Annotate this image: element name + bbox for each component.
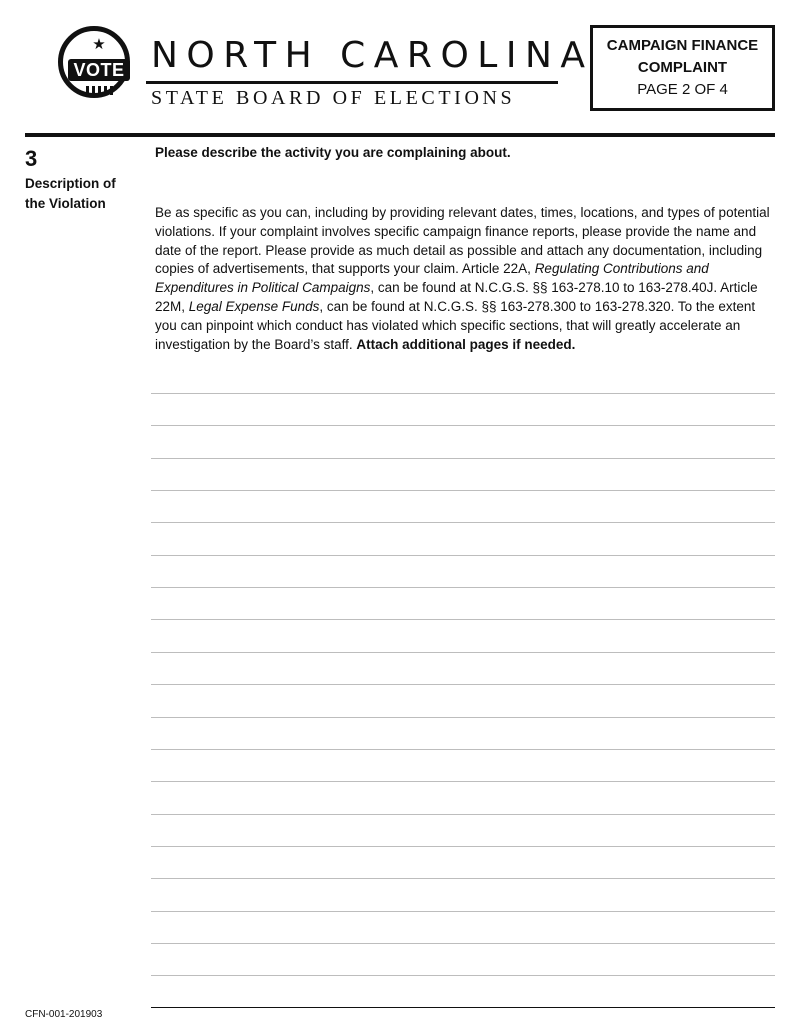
answer-line[interactable] [151,814,775,815]
answer-line[interactable] [151,749,775,750]
form-code: CFN-001-201903 [25,1009,103,1020]
answer-line[interactable] [151,555,775,556]
answer-line[interactable] [151,522,775,523]
section-label: Description of the Violation [25,176,116,211]
instructions-text-3: , can be found at N.C.G.S. §§ 163-278.300 to 163-278.320. To the extent you can pinpoint which conduct has violated which specific sections, that will greatly accelerate an investigation by the Board’s staff. [155,298,756,352]
answer-line[interactable] [151,878,775,879]
section-prompt: Please describe the activity you are complaining about. [155,145,511,160]
logo-subtitle: STATE BOARD OF ELECTIONS [151,87,516,109]
form-title-box [590,25,775,111]
section-number: 3 [25,146,38,171]
article-22a-title: Regulating Contributions and Expenditures in Political Campaigns [155,261,709,296]
answer-line[interactable] [151,425,775,426]
article-22m-title: Legal Expense Funds [188,298,320,314]
answer-line[interactable] [151,393,775,394]
logo-title: NORTH CAROLINA [151,35,594,76]
vote-badge [58,26,130,98]
instructions-paragraph [155,204,775,354]
star-icon: ★ [92,36,106,53]
answer-line[interactable] [151,846,775,847]
logo-rule [146,81,558,84]
stripes-icon [86,86,114,95]
vote-badge-text: VOTE [68,59,130,81]
instructions-text-2: , can be found at N.C.G.S. §§ 163-278.10 to 163-278.40J. Article 22M, [155,280,758,314]
answer-line[interactable] [151,458,775,459]
nc-state-board-logo [58,26,594,112]
bottom-rule [151,1007,775,1008]
answer-line[interactable] [151,975,775,976]
answer-line[interactable] [151,717,775,718]
page-indicator: PAGE 2 OF 4 [637,81,728,98]
section-divider [25,133,775,137]
answer-line[interactable] [151,684,775,685]
form-title-line1: CAMPAIGN FINANCE [606,37,759,54]
instructions-text-1: Be as specific as you can, including by providing relevant dates, times, locations, and types of potential violations. If your complaint involves specific campaign finance reports, please provide the name and date of the report. Please provide as much detail as possible and attach any documentation, including copies of advertisements, that supports your claim. Article 22A, [155,205,770,277]
answer-line[interactable] [151,943,775,944]
form-title-line2: COMPLAINT [637,59,728,76]
answer-writing-area[interactable] [151,393,775,983]
answer-line[interactable] [151,619,775,620]
answer-line[interactable] [151,781,775,782]
answer-line[interactable] [151,490,775,491]
answer-line[interactable] [151,587,775,588]
attach-note: Attach additional pages if needed. [356,336,576,352]
answer-line[interactable] [151,652,775,653]
answer-line[interactable] [151,911,775,912]
